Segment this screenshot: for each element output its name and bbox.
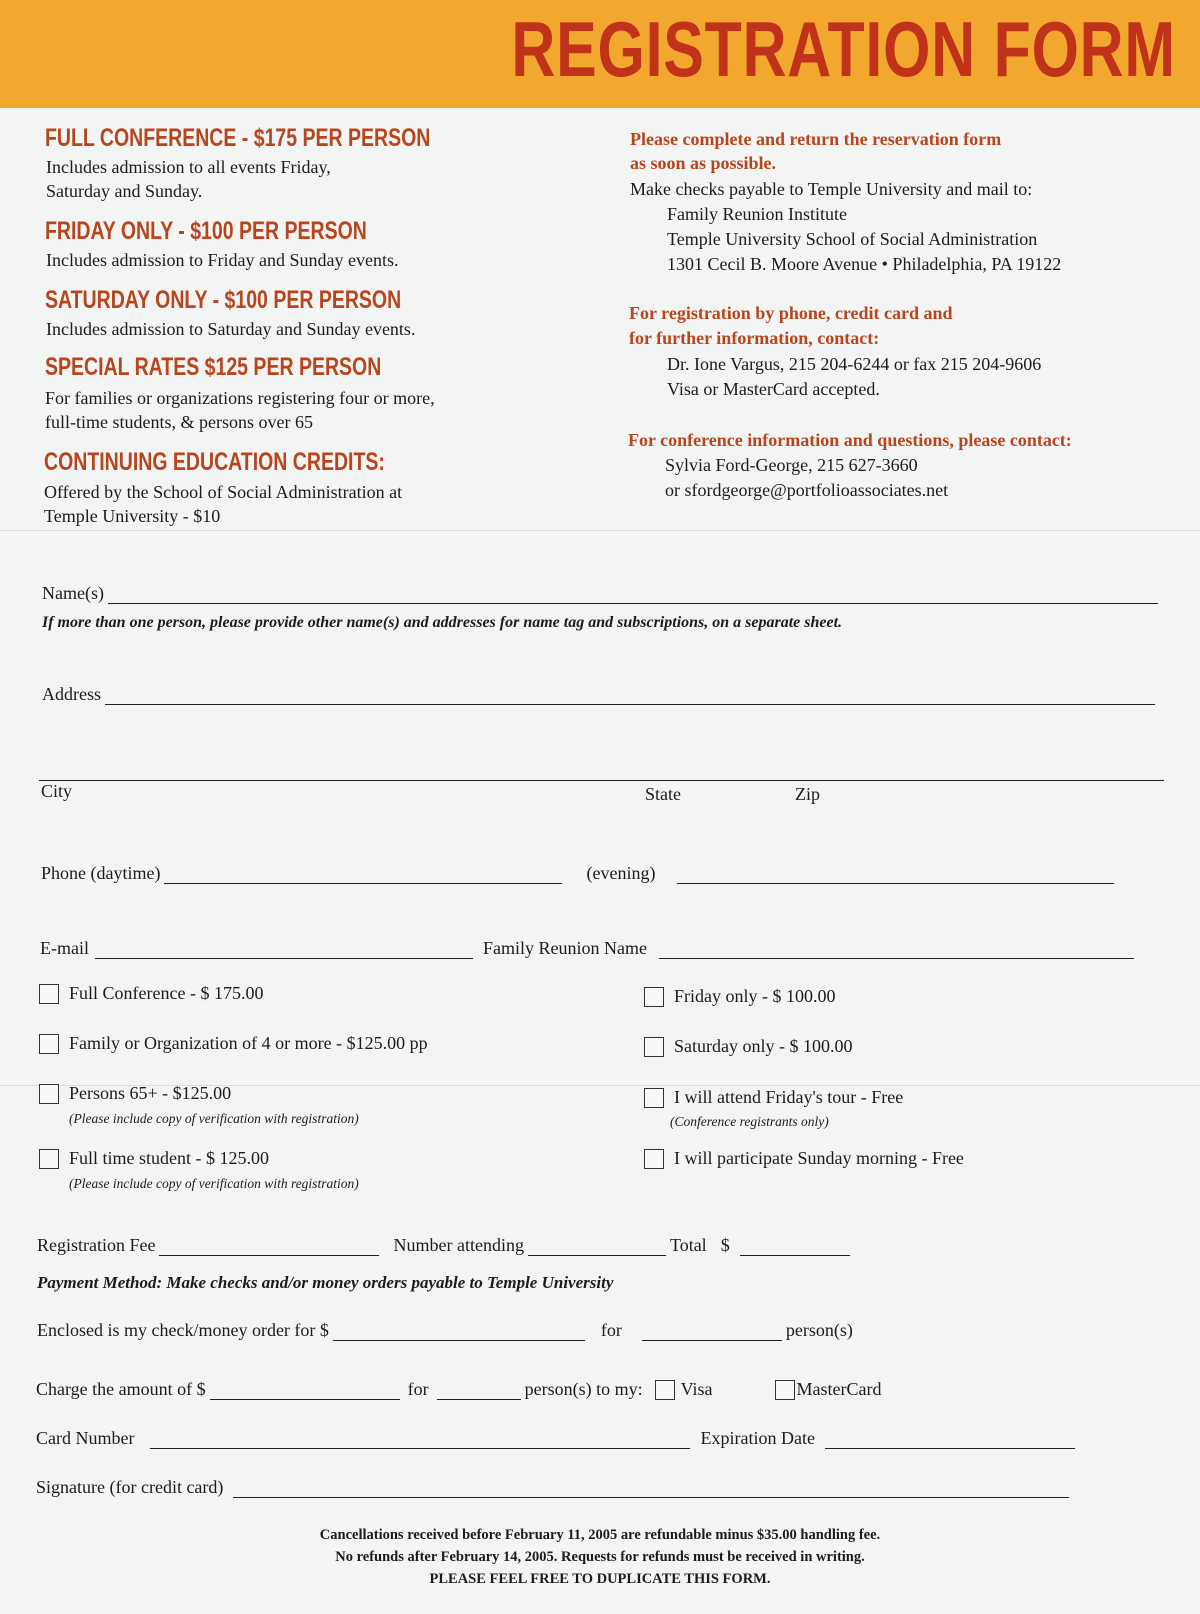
- card-number-field[interactable]: [150, 1430, 690, 1449]
- option-friday-only[interactable]: [644, 986, 836, 1007]
- mastercard-checkbox[interactable]: [775, 1380, 795, 1400]
- signature-row: [36, 1477, 1073, 1498]
- charge-persons-field[interactable]: [437, 1381, 521, 1400]
- pricing-text: Includes admission to Saturday and Sunday events.: [46, 319, 416, 339]
- reg-fee-label: Registration Fee: [37, 1235, 156, 1255]
- checkbox[interactable]: [644, 1037, 664, 1057]
- pricing-heading: CONTINUING EDUCATION CREDITS:: [44, 448, 385, 476]
- option-friday-tour[interactable]: [644, 1087, 903, 1108]
- for-label: for: [600, 1320, 622, 1340]
- signature-field[interactable]: [233, 1479, 1069, 1498]
- card-row: [36, 1428, 1079, 1449]
- option-label: Family or Organization of 4 or more - $125.00 pp: [69, 1033, 428, 1053]
- number-attending-field[interactable]: [528, 1237, 666, 1256]
- option-full-time-student[interactable]: [39, 1148, 269, 1169]
- info-text: Sylvia Ford-George, 215 627-3660: [665, 455, 918, 475]
- address-line: 1301 Cecil B. Moore Avenue • Philadelphia, PA 19122: [667, 254, 1062, 274]
- payment-method: Payment Method: Make checks and/or money orders payable to Temple University: [37, 1273, 614, 1292]
- total-label: Total: [669, 1235, 707, 1255]
- pricing-text: Includes admission to all events Friday,: [46, 157, 331, 177]
- checkbox[interactable]: [39, 1149, 59, 1169]
- footer-cancellation: Cancellations received before February 11, 2005 are refundable minus $35.00 handling fee.: [319, 1527, 881, 1543]
- visa-label: Visa: [680, 1379, 713, 1399]
- state-label: State: [645, 784, 681, 804]
- pricing-heading: SPECIAL RATES $125 PER PERSON: [45, 353, 382, 381]
- option-note: (Please include copy of verification with registration): [69, 1111, 359, 1126]
- pricing-heading: FULL CONFERENCE - $175 PER PERSON: [45, 124, 431, 152]
- pricing-text: full-time students, & persons over 65: [45, 412, 313, 432]
- card-number-label: Card Number: [36, 1428, 135, 1448]
- option-full-conference[interactable]: [39, 983, 263, 1004]
- charge-amount-field[interactable]: [210, 1381, 400, 1400]
- family-name-field[interactable]: [659, 940, 1134, 959]
- charge-row: [36, 1379, 882, 1400]
- total-field[interactable]: [740, 1237, 850, 1256]
- option-label: Saturday only - $ 100.00: [674, 1036, 853, 1056]
- names-row: [42, 583, 1162, 604]
- header-banner: [0, 0, 1200, 108]
- checkbox[interactable]: [644, 987, 664, 1007]
- option-family-organization[interactable]: [39, 1033, 428, 1054]
- zip-label: Zip: [795, 784, 820, 804]
- names-field[interactable]: [108, 585, 1158, 604]
- expiration-field[interactable]: [825, 1430, 1075, 1449]
- email-row: [40, 938, 1138, 959]
- dollar-sign: $: [720, 1235, 730, 1255]
- enclosed-amount-field[interactable]: [333, 1322, 585, 1341]
- checks-text: Make checks payable to Temple University and mail to:: [630, 179, 1033, 199]
- checkbox[interactable]: [644, 1088, 664, 1108]
- checkbox[interactable]: [39, 1084, 59, 1104]
- checkbox[interactable]: [644, 1149, 664, 1169]
- phone-text: Visa or MasterCard accepted.: [667, 379, 880, 399]
- checkbox[interactable]: [39, 1034, 59, 1054]
- signature-label: Signature (for credit card): [36, 1477, 224, 1497]
- fee-row: [37, 1235, 854, 1256]
- city-state-zip-field[interactable]: [39, 780, 1164, 781]
- phone-day-field[interactable]: [164, 865, 562, 884]
- pricing-heading: FRIDAY ONLY - $100 PER PERSON: [45, 217, 367, 245]
- charge-label: Charge the amount of $: [36, 1379, 206, 1399]
- pricing-text: Offered by the School of Social Administration at: [44, 482, 403, 502]
- option-label: I will attend Friday's tour - Free: [674, 1087, 904, 1107]
- pricing-text: For families or organizations registering four or more,: [45, 388, 435, 408]
- return-heading: Please complete and return the reservation form: [630, 129, 1002, 149]
- phone-evening-field[interactable]: [677, 865, 1114, 884]
- phone-row: [41, 863, 1118, 884]
- option-label: I will participate Sunday morning - Free: [674, 1148, 964, 1168]
- option-label: Friday only - $ 100.00: [674, 986, 836, 1006]
- visa-checkbox[interactable]: [655, 1380, 675, 1400]
- for-label: for: [407, 1379, 429, 1399]
- fold-line: [0, 530, 1200, 531]
- option-label: Full Conference - $ 175.00: [69, 983, 264, 1003]
- phone-text: Dr. Ione Vargus, 215 204-6244 or fax 215 204-9606: [667, 354, 1042, 374]
- address-line: Temple University School of Social Administration: [667, 229, 1038, 249]
- info-text: or sfordgeorge@portfolioassociates.net: [665, 480, 949, 500]
- footer-refunds: No refunds after February 14, 2005. Requests for refunds must be received in writing.: [335, 1549, 865, 1565]
- option-note: (Please include copy of verification with registration): [69, 1176, 359, 1191]
- enclosed-row: [37, 1320, 853, 1341]
- address-row: [42, 684, 1159, 705]
- pricing-text: Includes admission to Friday and Sunday events.: [46, 250, 399, 270]
- return-heading: as soon as possible.: [630, 153, 777, 173]
- phone-evening-label: (evening): [586, 863, 656, 883]
- option-saturday-only[interactable]: [644, 1036, 852, 1057]
- address-field[interactable]: [105, 686, 1155, 705]
- persons-label: person(s): [785, 1320, 853, 1340]
- reg-fee-field[interactable]: [159, 1237, 379, 1256]
- option-sunday-morning[interactable]: [644, 1148, 964, 1169]
- phone-heading: For registration by phone, credit card and: [629, 303, 953, 323]
- phone-heading: for further information, contact:: [629, 328, 880, 348]
- pricing-text: Saturday and Sunday.: [46, 181, 203, 201]
- city-label: City: [41, 781, 73, 801]
- option-note: (Conference registrants only): [670, 1114, 829, 1129]
- persons-to-my-label: person(s) to my:: [524, 1379, 643, 1399]
- enclosed-label: Enclosed is my check/money order for $: [37, 1320, 329, 1340]
- mastercard-label: MasterCard: [796, 1379, 882, 1399]
- option-label: Persons 65+ - $125.00: [69, 1083, 232, 1103]
- phone-day-label: Phone (daytime): [41, 863, 161, 883]
- names-note: If more than one person, please provide other name(s) and addresses for name tag and subscriptions, on a separate sheet.: [42, 614, 843, 631]
- email-label: E-mail: [40, 938, 89, 958]
- address-label: Address: [42, 684, 101, 704]
- number-attending-label: Number attending: [393, 1235, 524, 1255]
- form-title: REGISTRATION FORM: [511, 5, 1176, 93]
- pricing-text: Temple University - $10: [44, 506, 221, 526]
- option-persons-65[interactable]: [39, 1083, 231, 1104]
- names-label: Name(s): [42, 583, 104, 603]
- footer-duplicate: PLEASE FEEL FREE TO DUPLICATE THIS FORM.: [429, 1571, 771, 1587]
- info-heading: For conference information and questions, please contact:: [628, 430, 1072, 450]
- expiration-label: Expiration Date: [700, 1428, 815, 1448]
- pricing-heading: SATURDAY ONLY - $100 PER PERSON: [45, 286, 402, 314]
- checkbox[interactable]: [39, 984, 59, 1004]
- enclosed-persons-field[interactable]: [642, 1322, 782, 1341]
- address-line: Family Reunion Institute: [667, 204, 847, 224]
- family-name-label: Family Reunion Name: [482, 938, 647, 958]
- email-field[interactable]: [95, 940, 473, 959]
- option-label: Full time student - $ 125.00: [69, 1148, 269, 1168]
